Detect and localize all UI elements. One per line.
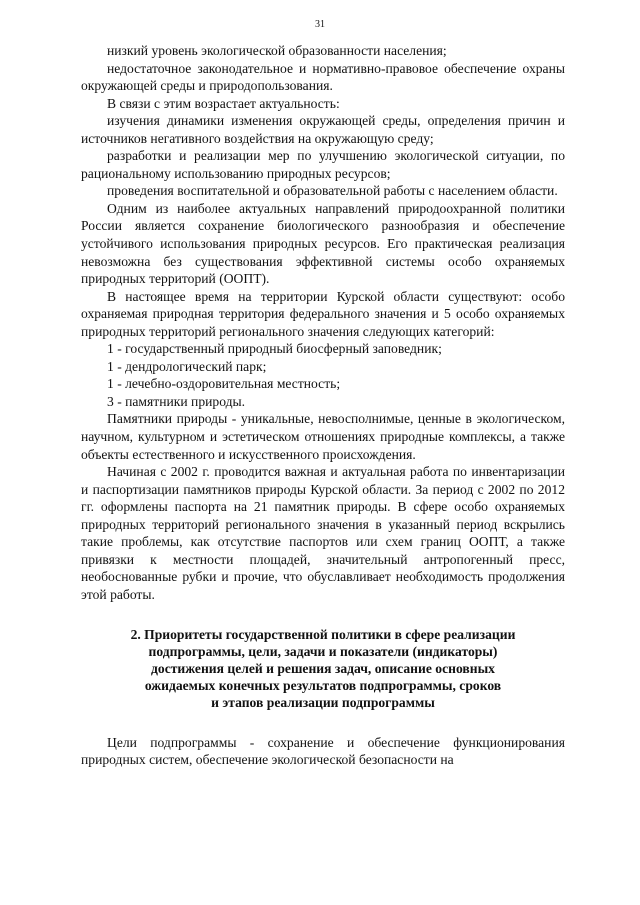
document-body (81, 42, 565, 769)
paragraph: Одним из наиболее актуальных направлений природоохранной политики России является сохранение биологического разнообразия и обеспечение устойчивого использования природных ресурсов. Его практическая реализация невозможна без существования эффективной системы особо охраняемых природных территорий (ООПТ). (81, 200, 565, 287)
goals-paragraph: Цели подпрограммы - сохранение и обеспечение функционирования природных систем, обеспечение экологической безопасности на (81, 734, 565, 768)
paragraph: низкий уровень экологической образованности населения; (107, 43, 447, 58)
section-heading-line: подпрограммы, цели, задачи и показатели (индикаторы) (148, 643, 498, 659)
list-item: 1 - лечебно-оздоровительная местность; (107, 376, 341, 392)
paragraph: изучения динамики изменения окружающей среды, определения причин и источников негативного воздействия на окружающую среду; (81, 113, 565, 146)
section-heading-line: и этапов реализации подпрограммы (211, 695, 435, 711)
paragraph: разработки и реализации мер по улучшению экологической ситуации, по рациональному использованию природных ресурсов; (81, 148, 565, 181)
list-item: 1 - дендрологический парк; (107, 358, 267, 374)
paragraph: недостаточное законодательное и нормативно-правовое обеспечение охраны окружающей среды и природопользования. (81, 60, 565, 94)
list-item: 3 - памятники природы. (107, 393, 246, 409)
paragraph: В связи с этим возрастает актуальность: (107, 95, 340, 111)
paragraph: проведения воспитательной и образовательной работы с населением области. (107, 183, 558, 199)
section-heading-line: ожидаемых конечных результатов подпрограммы, сроков (144, 678, 502, 694)
paragraph: В настоящее время на территории Курской области существуют: особо охраняемая природная территория федерального значения и 5 особо охраняемых природных территорий регионального значения следующих категорий: (81, 288, 565, 339)
paragraph: Памятники природы - уникальные, невосполнимые, ценные в экологическом, научном, культурном и эстетическом отношениях природные комплексы, а также объекты естественного и искусственного происхождения. (81, 411, 565, 462)
section-heading-line: достижения целей и решения задач, описание основных (151, 660, 495, 676)
section-heading-line: 2. Приоритеты государственной политики в сфере реализации (130, 626, 516, 642)
page-number: 31 (315, 19, 325, 30)
paragraph: Начиная с 2002 г. проводится важная и актуальная работа по инвентаризации и паспортизации памятников природы Курской области. За период с 2002 по 2012 гг. оформлены паспорта на 21 памятник природы. В сфере особо охраняемых природных территорий регионального значения в указанный период вскрылись такие проблемы, как отсутствие паспортов или схем границ ООПТ, а также привязки к местности площадей, значительный антропогенный пресс, необоснованные рубки и прочие, что обуславливает необходимость продолжения этой работы. (81, 464, 565, 602)
list-item: 1 - государственный природный биосферный заповедник; (107, 341, 442, 357)
section-heading (81, 626, 565, 712)
